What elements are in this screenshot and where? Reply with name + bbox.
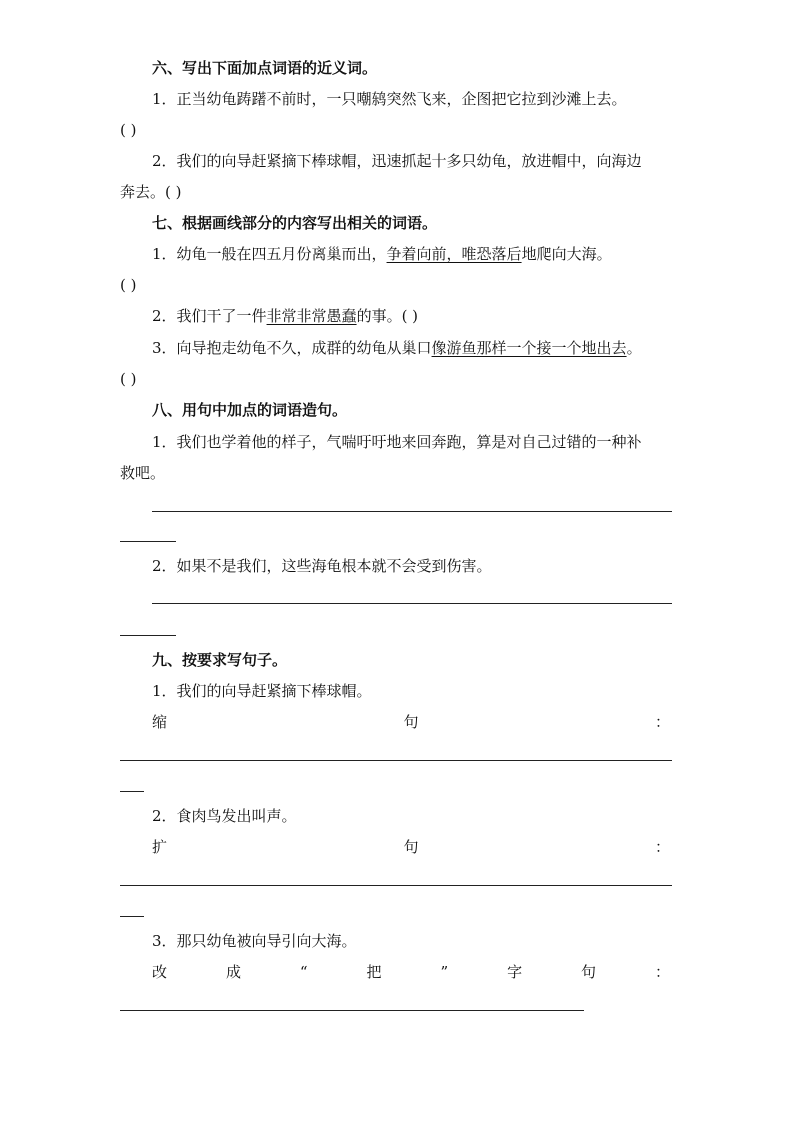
s9-q1-label-char: 句 — [403, 713, 419, 731]
s9-q3-label-char: 句 — [581, 963, 597, 981]
s9-q2-label-char: ： — [654, 838, 670, 856]
s9-answer-line-1b[interactable] — [120, 791, 144, 792]
s9-q3-label-char: 把 — [366, 963, 382, 981]
section-9-heading: 九、按要求写句子。 — [152, 651, 288, 669]
section-8-heading: 八、用句中加点的词语造句。 — [152, 401, 348, 419]
s9-question-2: 2．食肉鸟发出叫声。 — [152, 807, 297, 825]
s7-q3-pre: 3．向导抱走幼龟不久，成群的幼龟从巢口 — [152, 339, 432, 357]
s8-answer-line-1b[interactable] — [120, 541, 176, 542]
section-6-heading: 六、写出下面加点词语的近义词。 — [152, 59, 378, 77]
s9-q3-label-char: 成 — [225, 963, 241, 981]
s9-q3-label-char: ” — [440, 963, 449, 981]
s7-question-2 — [152, 306, 418, 326]
s9-question-3: 3．那只幼龟被向导引向大海。 — [152, 932, 357, 950]
s9-question-1: 1．我们的向导赶紧摘下棒球帽。 — [152, 682, 372, 700]
s9-q1-label-char: 缩 — [152, 713, 168, 731]
s7-q1-underlined: 争着向前，唯恐落后 — [386, 245, 522, 263]
s7-answer-blank-3[interactable]: ( ) — [120, 370, 137, 388]
s8-question-2: 2．如果不是我们，这些海龟根本就不会受到伤害。 — [152, 557, 492, 575]
s7-q3-underlined: 像游鱼那样一个接一个地出去 — [431, 339, 627, 357]
s8-answer-line-2a[interactable] — [152, 603, 672, 604]
s7-answer-blank-1[interactable]: ( ) — [120, 276, 137, 294]
s9-q3-label-char: 字 — [507, 963, 523, 981]
s7-q3-post: 。 — [626, 339, 642, 357]
s9-q3-label-char: ： — [654, 963, 670, 981]
s6-question-2-line1: 2．我们的向导赶紧摘下棒球帽，迅速抓起十多只幼龟，放进帽中，向海边 — [152, 152, 642, 170]
s9-answer-line-2b[interactable] — [120, 916, 144, 917]
s9-q2-label-char: 句 — [403, 838, 419, 856]
s9-q2-label-char: 扩 — [152, 838, 168, 856]
s7-q1-pre: 1．幼龟一般在四五月份离巢而出， — [152, 245, 387, 263]
s9-q1-label-char: ： — [654, 713, 670, 731]
s7-q2-underlined: 非常非常愚蠢 — [266, 307, 357, 325]
s6-question-1: 1．正当幼龟踌躇不前时，一只嘲鸫突然飞来，企图把它拉到沙滩上去。 — [152, 90, 627, 108]
s9-answer-line-2a[interactable] — [120, 885, 672, 886]
s6-answer-blank-1[interactable]: ( ) — [120, 121, 137, 139]
s9-answer-line-3[interactable] — [120, 1010, 584, 1011]
s9-q3-label-char: “ — [299, 963, 308, 981]
s9-q2-instruction — [152, 837, 670, 857]
s8-question-1-line1: 1．我们也学着他的样子，气喘吁吁地来回奔跑，算是对自己过错的一种补 — [152, 433, 642, 451]
s7-q2-pre: 2．我们干了一件 — [152, 307, 267, 325]
s9-q1-instruction — [152, 712, 670, 732]
s9-q3-label-char: 改 — [152, 963, 168, 981]
s9-answer-line-1a[interactable] — [120, 760, 672, 761]
s9-q3-instruction — [152, 962, 670, 982]
s8-question-1-line2: 救吧。 — [120, 464, 166, 482]
s7-question-1 — [152, 244, 612, 264]
s7-question-3 — [152, 338, 642, 358]
s8-answer-line-1a[interactable] — [152, 511, 672, 512]
s8-answer-line-2b[interactable] — [120, 635, 176, 636]
s7-q1-post: 地爬向大海。 — [521, 245, 612, 263]
s6-question-2-line2: 奔去。( ) — [120, 183, 182, 201]
section-7-heading: 七、根据画线部分的内容写出相关的词语。 — [152, 214, 438, 232]
s7-q2-post: 的事。( ) — [356, 307, 419, 325]
